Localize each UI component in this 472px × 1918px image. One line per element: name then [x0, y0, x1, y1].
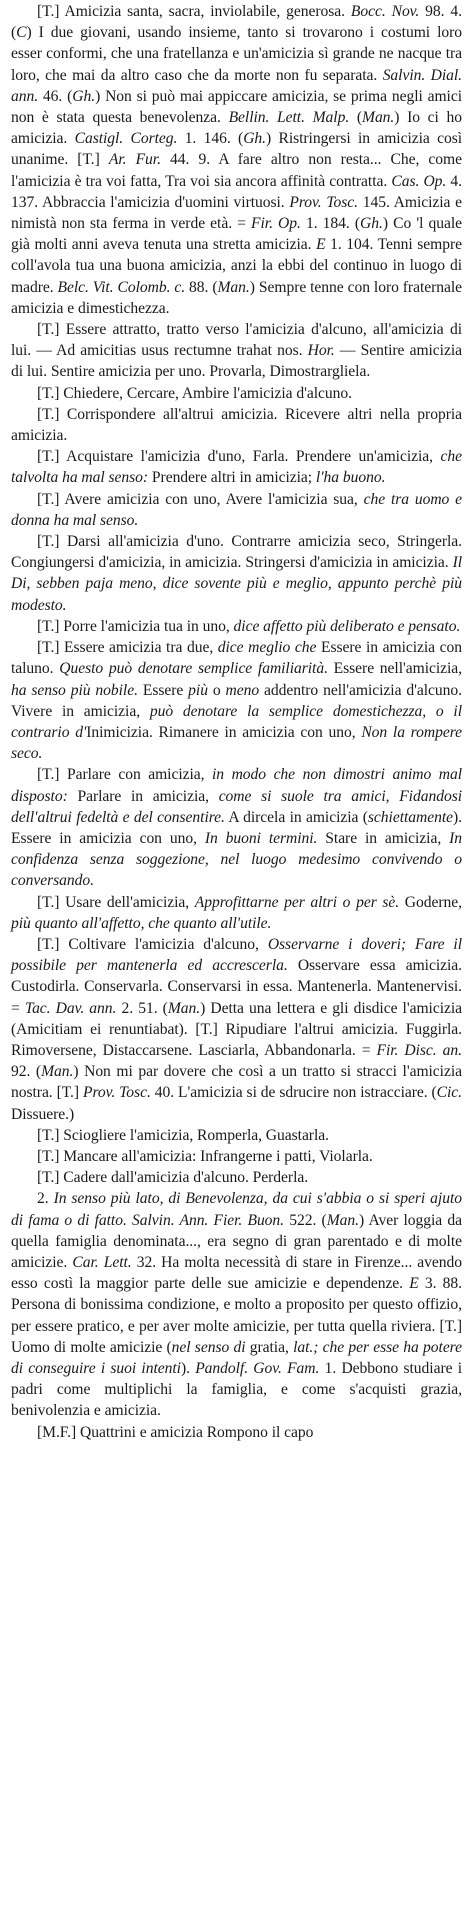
italic-text-segment: Hor. — [307, 342, 335, 360]
text-segment: ) Non si può mai appiccare amicizia, se prima negli amici non è stata questa benevolenza. — [11, 87, 462, 127]
text-segment: 2. 51. ( — [116, 999, 168, 1017]
text-segment: o — [207, 681, 226, 699]
italic-text-segment: Osservarne i doveri; Fare il possibile per mantenerla ed accrescerla. — [11, 935, 462, 975]
text-segment: [T.] Coltivare l'amicizia d'alcuno, — [37, 935, 268, 953]
italic-text-segment: Fir. Op. — [251, 215, 301, 233]
entry-paragraph — [11, 1188, 462, 1421]
text-segment: [M.F.] Quattrini e amicizia Rompono il capo — [37, 1423, 314, 1441]
italic-text-segment: Tac. Dav. ann. — [24, 999, 117, 1017]
italic-text-segment: nel senso di — [171, 1338, 246, 1356]
entry-paragraph — [11, 1422, 462, 1443]
italic-text-segment: In buoni termini. — [204, 829, 318, 847]
italic-text-segment: Gh. — [72, 87, 96, 105]
text-segment: gratia, — [245, 1338, 294, 1356]
text-segment: ) Sempre tenne con loro fraternale amicizia e dimestichezza. — [11, 278, 463, 317]
text-segment: 40. L'amicizia si de sdrucire non istracciare. ( — [150, 1084, 437, 1102]
italic-text-segment: che tra uomo e donna ha mal senso. — [11, 490, 463, 529]
text-segment: Essere nell'amicizia, — [327, 660, 462, 678]
text-segment: 44. 9. A fare altro non resta... Che, come l'amicizia è tra voi fatta, Tra voi sia ancora affinità contratta. — [11, 151, 462, 190]
text-segment: [T.] Darsi all'amicizia d'uno. Contrarre amicizia seco, Stringerla. Congiungersi d'amicizia, in amicizia. Stringersi d'amicizia in amicizia. — [11, 533, 462, 572]
text-segment: 98. 4. ( — [11, 3, 462, 42]
text-segment: ) Non mi par dovere che così a un tratto si stracci l'amicizia nostra. [T.] — [11, 1063, 462, 1102]
italic-text-segment: Cic. — [436, 1084, 463, 1102]
italic-text-segment: Il Di, sebben paja meno, dice sovente più e meglio, appunto perchè più modesto. — [11, 554, 462, 614]
italic-text-segment: può denotare la semplice domestichezza, o il contrario d' — [11, 702, 462, 741]
text-segment: ). Essere in amicizia con uno, — [11, 808, 462, 847]
italic-text-segment: Belc. Vit. Colomb. c. — [57, 278, 186, 296]
italic-text-segment: Man. — [362, 109, 395, 127]
italic-text-segment: E — [316, 236, 326, 254]
entry-paragraph — [11, 1125, 462, 1146]
text-segment: Dissuere.) — [11, 1105, 75, 1123]
text-segment: Goderne, — [399, 893, 462, 911]
italic-text-segment: l'ha buono. — [315, 469, 386, 487]
italic-text-segment: Non la rompere seco. — [11, 723, 463, 763]
italic-text-segment: Salvin. Dial. ann. — [11, 66, 462, 105]
text-segment: [T.] Essere attratto, tratto verso l'amicizia d'alcuno, all'amicizia di lui. — Ad amicitias usus rectumne trahat nos. — [11, 321, 462, 360]
text-segment: [T.] Mancare all'amicizia: Infrangerne i patti, Violarla. — [37, 1147, 373, 1165]
italic-text-segment: più quanto all'affetto, che quanto all'utile. — [11, 914, 272, 932]
text-segment: 1. 146. ( — [177, 130, 244, 148]
italic-text-segment: Approfittarne per altri o per sè. — [194, 893, 400, 911]
text-segment: [T.] Cadere dall'amicizia d'alcuno. Perderla. — [37, 1169, 309, 1187]
text-segment: 32. Ha molta necessità di stare in Firenze... avendo esso costì la maggior parte delle sue amicizie e dependenze. — [11, 1253, 462, 1293]
text-segment: 1. 104. Tenni sempre coll'avola tua una buona amicizia, anzi la ebbi del continuo in luogo di madre. — [11, 236, 463, 296]
italic-text-segment: ha senso più nobile. — [11, 681, 138, 699]
text-segment: Inimicizia. Rimanere in amicizia con uno, — [86, 723, 362, 741]
italic-text-segment: Ar. Fur. — [108, 151, 161, 169]
text-segment: ) I due giovani, usando insieme, tanto si trovarono i costumi loro esser conformi, che una fratellanza e un'amicizia sì grande ne nacque tra loro, che mai da altro caso che da morte non fu separata. — [11, 24, 462, 84]
text-segment: Parlare in amicizia, — [67, 787, 219, 805]
italic-text-segment: Questo può denotare semplice familiarità. — [59, 660, 328, 678]
italic-text-segment: Prov. Tosc. — [82, 1084, 151, 1102]
italic-text-segment: Gh. — [360, 215, 383, 233]
italic-text-segment: come si suole tra amici, Fidandosi dell'altrui fedeltà e del consentire. — [11, 787, 462, 826]
text-segment: Stare in amicizia, — [317, 829, 450, 847]
italic-text-segment: dice meglio che — [217, 639, 317, 657]
text-segment: ) Aver loggia da quella famiglia denominata..., era segno di gran parentado e di molte amicizie. — [11, 1211, 462, 1271]
italic-text-segment: C — [16, 24, 27, 42]
italic-text-segment: Cas. Op. — [391, 172, 447, 190]
italic-text-segment: In confidenza senza soggezione, nel luogo medesimo convivendo o conversando. — [11, 829, 462, 890]
italic-text-segment: Gh. — [243, 130, 266, 148]
entry-paragraph — [11, 637, 462, 764]
text-segment: addentro nell'amicizia d'alcuno. Vivere in amicizia, — [11, 681, 462, 720]
entry-paragraph — [11, 892, 462, 934]
italic-text-segment: Man. — [167, 999, 201, 1017]
italic-text-segment: Man. — [326, 1211, 359, 1229]
text-segment: ) Ristringersi in amicizia così unanime. [T.] — [11, 130, 462, 169]
italic-text-segment: più — [188, 681, 208, 699]
text-segment: 3. 88. Persona di bonissima condizione, e molto a proposito per questo offizio, per essere pratico, e per aver molte amicizie, per tutta quella riviera. [T.] Uomo di molte amicizie ( — [11, 1275, 462, 1356]
italic-text-segment: lat.; che per esse ha potere di conseguire i suoi intenti — [11, 1338, 462, 1377]
text-segment: [T.] Usare dell'amicizia, — [37, 893, 195, 911]
entry-paragraph — [11, 764, 462, 891]
italic-text-segment: Prov. Tosc. — [289, 193, 358, 211]
italic-text-segment: dice affetto più deliberato e pensato. — [233, 617, 461, 635]
text-segment: [T.] Chiedere, Cercare, Ambire l'amicizia d'alcuno. — [37, 384, 352, 402]
italic-text-segment: Castigl. Corteg. — [74, 130, 178, 148]
text-segment: 522. ( — [284, 1211, 327, 1229]
entry-paragraph — [11, 1146, 462, 1167]
italic-text-segment: E — [409, 1275, 419, 1293]
text-segment: ( — [349, 109, 362, 127]
entry-paragraph — [11, 446, 462, 488]
text-segment: — Sentire amicizia di lui. Sentire amicizia per uno. Provarla, Dimostrargliela. — [11, 342, 462, 381]
dictionary-entry-amicizia — [11, 1, 462, 1443]
italic-text-segment: che talvolta ha mal senso: — [11, 448, 462, 487]
text-segment: [T.] Amicizia santa, sacra, inviolabile, generosa. — [37, 3, 351, 20]
text-segment: [T.] Sciogliere l'amicizia, Romperla, Guastarla. — [37, 1126, 329, 1144]
text-segment: 92. ( — [11, 1063, 42, 1081]
text-segment: 1. Debbono studiare i padri come multiplichi la famiglia, e come s'acquisti grazia, benivolenzia e amicizia. — [11, 1360, 462, 1420]
entry-paragraph — [11, 319, 462, 383]
italic-text-segment: Bocc. Nov. — [350, 3, 420, 20]
italic-text-segment: Man. — [41, 1063, 74, 1081]
text-segment: 1. 184. ( — [300, 215, 361, 233]
text-segment: Prendere altri in amicizia; — [148, 469, 316, 487]
entry-paragraph — [11, 1167, 462, 1188]
text-segment: ) Detta una lettera e gli disdice l'amicizia (Amicitiam ei renuntiabat). [T.] Ripudiare l'altrui amicizia. Fuggirla. Rimoversene, Distaccarsene. Lasciarla, Abbandonarla. = — [11, 999, 463, 1059]
text-segment: A dircela in amicizia ( — [224, 808, 368, 826]
italic-text-segment: Bellin. Lett. Malp. — [228, 109, 350, 127]
italic-text-segment: Car. Lett. — [72, 1253, 132, 1271]
entry-paragraph — [11, 383, 462, 404]
italic-text-segment: schiettamente — [367, 808, 453, 826]
italic-text-segment: Pandolf. Gov. Fam. — [195, 1360, 320, 1377]
text-segment: [T.] Porre l'amicizia tua in uno, — [37, 617, 234, 635]
text-segment: Osservare essa amicizia. Custodirla. Conservarla. Conservarsi in essa. Mantenerla. Mantenervisi. = — [11, 957, 462, 1017]
text-segment: [T.] Corrispondere all'altrui amicizia. Ricevere altri nella propria amicizia. — [11, 405, 462, 445]
italic-text-segment: in modo che non dimostri animo mal disposto: — [11, 766, 462, 805]
italic-text-segment: Man. — [217, 278, 250, 296]
italic-text-segment: In senso più lato, di Benevolenza, da cui s'abbia o si speri ajuto di fama o di fatto. Salvin. Ann. Fier. Buon. — [11, 1190, 462, 1229]
text-segment: ) Io ci ho amicizia. — [11, 109, 462, 148]
italic-text-segment: meno — [225, 681, 260, 699]
text-segment: [T.] Acquistare l'amicizia d'uno, Farla. Prendere un'amicizia, — [37, 448, 441, 466]
entry-paragraph — [11, 531, 462, 616]
text-segment: ). — [180, 1360, 196, 1377]
text-segment: 145. Amicizia e nimistà non sta ferma in verde età. = — [11, 193, 463, 233]
entry-paragraph — [11, 489, 462, 531]
text-segment: [T.] Parlare con amicizia, — [37, 766, 213, 784]
text-segment: [T.] Avere amicizia con uno, Avere l'amicizia sua, — [37, 490, 364, 508]
text-segment: Essere in amicizia con taluno. — [11, 639, 462, 678]
entry-paragraph — [11, 404, 462, 446]
entry-paragraph — [11, 934, 462, 1125]
entry-paragraph — [11, 1, 462, 319]
text-segment: ) Co 'l quale già molti anni aveva tenuta una stretta amicizia. — [11, 215, 462, 254]
text-segment: 46. ( — [38, 87, 73, 105]
text-segment: 4. 137. Abbraccia l'amicizia d'uomini virtuosi. — [11, 172, 462, 211]
text-segment: [T.] Essere amicizia tra due, — [37, 639, 218, 657]
text-segment: 88. ( — [185, 278, 218, 296]
text-segment: 2. — [37, 1190, 54, 1208]
entry-paragraph — [11, 616, 462, 637]
text-segment: Essere — [137, 681, 189, 699]
italic-text-segment: Fir. Disc. an. — [376, 1041, 462, 1059]
